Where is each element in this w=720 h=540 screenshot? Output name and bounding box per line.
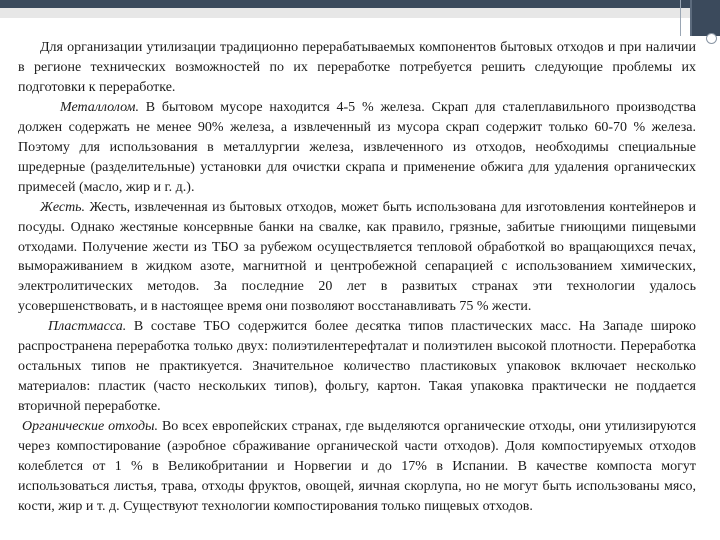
paragraph-keyword: Органические отходы.: [22, 419, 159, 435]
paragraph-tin: [18, 198, 696, 318]
slide-top-band: [0, 0, 720, 8]
paragraph-scrap-metal: [18, 98, 696, 198]
paragraph-keyword: Жесть.: [40, 199, 86, 215]
document-body: [18, 38, 696, 517]
slide-corner-tab: [690, 0, 720, 36]
paragraph-intro: [18, 38, 696, 98]
slide-top-strip: [0, 8, 720, 18]
paragraph-text: Во всех европейских странах, где выделяются органические отходы, они утилизируются через компостирование (аэробное сбраживание органической части отходов). Доля компостируемых отходов колеблется от 1 % в Великобритании и Норвегии и до 17% в Испании. В качестве компоста могут использоваться листья, трава, отходы фруктов, овощей, яичная скорлупа, но не могут быть использованы мясо, кости, жир и т. д. Существуют технологии компостирования только пищевых отходов.: [18, 419, 697, 514]
paragraph-text: Жесть, извлеченная из бытовых отходов, может быть использована для изготовления контейнеров и посуды. Однако жестяные консервные банки на свалке, как правило, грязные, забитые гниющими пищевыми отходами. Получение жести из ТБО за рубежом осуществляется тепловой обработкой во вращающихся печах, вымораживанием в жидком азоте, магнитной и центробежной сепарацией с использованием химических, электролитических методов. За последние 20 лет в развитых странах эти технологии удалось усовершенствовать, и в настоящее время они позволяют восстанавливать 75 % жести.: [18, 199, 696, 315]
paragraph-text: Для организации утилизации традиционно перерабатываемых компонентов бытовых отходов и при наличии в регионе технических возможностей по их переработке потребуется решить следующие проблемы их подготовки к переработке.: [18, 40, 696, 95]
slide-corner-divider: [680, 0, 681, 36]
paragraph-text: В составе ТБО содержится более десятка типов пластических масс. На Западе широко распространена переработка только двух: полиэтилентерефталат и полиэтилен высокой плотности. Переработка остальных типов не практикуется. Значительное количество пластиковых упаковок включает несколько материалов: пластик (часто нескольких типов), фольгу, картон. Такая упаковка практически не поддается вторичной переработке.: [18, 319, 696, 415]
slide-corner-circle-icon: [706, 33, 717, 44]
paragraph-plastic: [18, 317, 696, 417]
paragraph-keyword: Пластмасса.: [48, 319, 127, 335]
paragraph-organic-waste: [18, 417, 696, 517]
paragraph-text: В бытовом мусоре находится 4-5 % железа. Скрап для сталеплавильного производства должен содержать не менее 90% железа, а извлеченный из мусора скрап содержит только 60-70 % железа. Поэтому для использования в металлургии железа, извлеченного из отходов, необходимы специальные шредерные (разделительные) установки для очистки скрапа и применение обжига для удаления органических примесей (масло, жир и г. д.).: [18, 99, 696, 195]
paragraph-keyword: Металлолом.: [60, 99, 139, 115]
